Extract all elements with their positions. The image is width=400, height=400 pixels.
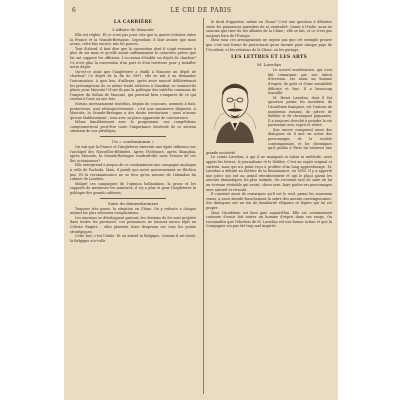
journal-title: LE CRI DE PARIS: [170, 7, 232, 14]
column-rule: [203, 18, 204, 394]
paragraph: Elle entreprend à propos de ce condominium une campagne analogue à celle de Fachoda. Mais, il paraît que notre gouvernement ne fléchira pas. Et la reconnaissance ne se fera qu'en mesure de l'abandon du cabinet de Londres.: [70, 163, 196, 182]
paragraph: le droit d'apporter, même en Chine? C'est une question à débattre entre les puissances garanties de sa neutralité. Quant à l'Italie, nous ne saurons que tirer de ses affaires de la Chine ; elle se fait, et ce n'est pas toujours bien de l'Europe.: [206, 20, 332, 38]
paragraph: Le comte Lavedan, à qui il ne manquait ni talent ni méthode, avait appris les lettres, le journalisme et le théâtre. C'est un esprit original et curieux, mais qui n'a point reçu à profiter d'un long apprentissage. M. Lavedan a débuté au théâtre de la Renaissance, en 1890. Il y a apporté une pièce qui eut un grand retentissement et qui le plaça parmi les auteurs dramatiques les plus estimés. On reconnut tout de suite en lui un écrivain véritable qui savait, chose rare, faire parler ses personnages avec naturel et vivacité.: [206, 155, 332, 192]
divider: [100, 198, 166, 199]
article-title-demembrement: Suite du démembrement: [107, 200, 159, 206]
paragraph: Même familièrement avec le programme, nos compétitions compromettront peut-être toute l'importance bénévole de ce sérieux situation de nos privilèges.: [70, 120, 196, 134]
article-title-lavedan: M. Lavedan: [257, 62, 281, 68]
paragraph: Toujours très grave, la situation en Chine. On y redoute à chaque instant les plus sérieuses complications.: [70, 206, 196, 216]
paragraph: Tout d'abord, il faut dire que la convention dont il s'agit remonte à plus de six mois et qu'elle aurait suffisamment le caractère précis que lui ont supposé les officieux. L'occasion d'établir un dépôt de charbon? Ce n'est plus la convention d'un port et d'un territoire pour y installer notre dépôt.: [70, 46, 196, 70]
section-title-carriere: LA CARRIÈRE: [113, 20, 153, 25]
right-column: [206, 20, 332, 229]
left-column: [70, 20, 196, 243]
paragraph: On sait que la France et l'Angleterre exercent une égale influence sur l'archipel des Nouvelles-Hébrides. Après l'échéance, après Shanghai, après Mascate, la Grande-Bretagne voudrait-elle nous évincer de ces îles océaniennes?: [70, 145, 196, 163]
divider: [100, 136, 166, 137]
paragraph: M. Henri Lavedan, dont il fut question parmi les membres de l'Académie française, est l'auteur de nombreux romans, de pièces de théâtre et de chroniques piquantes. Il a toujours cherché à peindre la vie parisienne avec esprit et vérité.: [268, 95, 332, 128]
paragraph: Notons incessamment toutefois, depuis de concours, nommés à huit, protecteurs, sont rétrospectivement : c'est une manœuvre déguisée. A Mascate, la Grande-Bretagne a des droits territoriaux ; nous n'avons qu'une établissement ; tous avec sa place apparente de concurrence.: [70, 101, 196, 120]
page-number: 6: [72, 7, 76, 14]
paragraph: Le nouvel académicien, qui s'est fait remarquer par son talent d'écrivain, est aussi un homme d'esprit, de goût et d'une sensibilité délicate et fine. Il a beaucoup travaillé.: [268, 68, 332, 96]
journal-page: [64, 0, 338, 400]
paragraph: Malgré ces campagnes de l'opinion hollandaise, la prose et les rapports de messieurs les ministres, il n'y a plus et pour l'Angleterre la politique des grands cabinets.: [70, 181, 196, 195]
paragraph: Qu'est-ce ainsi que l'Angleterre a établi à Mascate un dépôt de charbon? Ce dépôt de la fin de 1897, elle se mit à en demander l'autorisation. A quoi bon, d'ailleurs, après avoir associé délibérément les présomptions de ce même traité relatives à Zanzibar, se seraient-ils gênés pour Mascate? N'ont-ils pas la politique des intérêts communs de l'empire du Sultan de Mascate, qui pourrait bien s'emparer de ce qui revient à l'une ou une fois.: [70, 69, 196, 102]
page-header: [64, 7, 338, 17]
portrait-illustration: [206, 69, 264, 145]
paragraph: Son œuvre comprend aussi des dialogues où il met en scène des personnages de la société contemporaine, et les chroniques qu'il publia à Paris lui valurent une grande notoriété.: [206, 127, 332, 155]
paragraph: Mais tous ces arrangements ne rayent pas que cet exemple prouve que c'est une forme de protectorat qu'on invente pour chaque pays de l'Occident, et les relations de la Chine, on les partage.: [206, 38, 332, 52]
paragraph: Elle est réglée. Et ce n'est pas pour cela que la guerre éclatera entre la France et la Grande-Bretagne. Cependant, il faut avouer que nous avons, cette fois encore, mis les pouces.: [70, 33, 196, 47]
paragraph: Il convient aussi de remarquer qu'il est le seul, parmi les nouveaux venus, à avoir abordé franchement la satire des mœurs contemporaines. Ses dialogues ont un ton de familiarité élégante et légère qui lui est propre.: [206, 192, 332, 210]
paragraph: Cette fois, c'est l'Italie. Et on attend la Belgique. Comme il est tenté, la Belgique n'a-t-elle: [70, 234, 196, 243]
article-title-condominium: Un « condominium »: [111, 139, 155, 145]
paragraph: Les missions se développent partout, les chemins de fer sont projetés dans toutes les provinces. Les puissances ne laissent aucun répit au Céleste Empire ; elles plantent leurs drapeaux sur tous les points stratégiques.: [70, 215, 196, 234]
paragraph: Mais l'Académie est bien gaie aujourd'hui. Elle est certainement contente d'avoir fait entrer un homme d'esprit dans ses rangs. On reconnaîtra que l'élection de M. Lavedan est une bonne action et que la Compagnie n'a pas été trop mal inspirée.: [206, 210, 332, 229]
section-title-lettres: LES LETTRES ET LES ARTS: [230, 55, 308, 61]
article-title-mascate: L'affaire de Mascate: [112, 27, 154, 32]
